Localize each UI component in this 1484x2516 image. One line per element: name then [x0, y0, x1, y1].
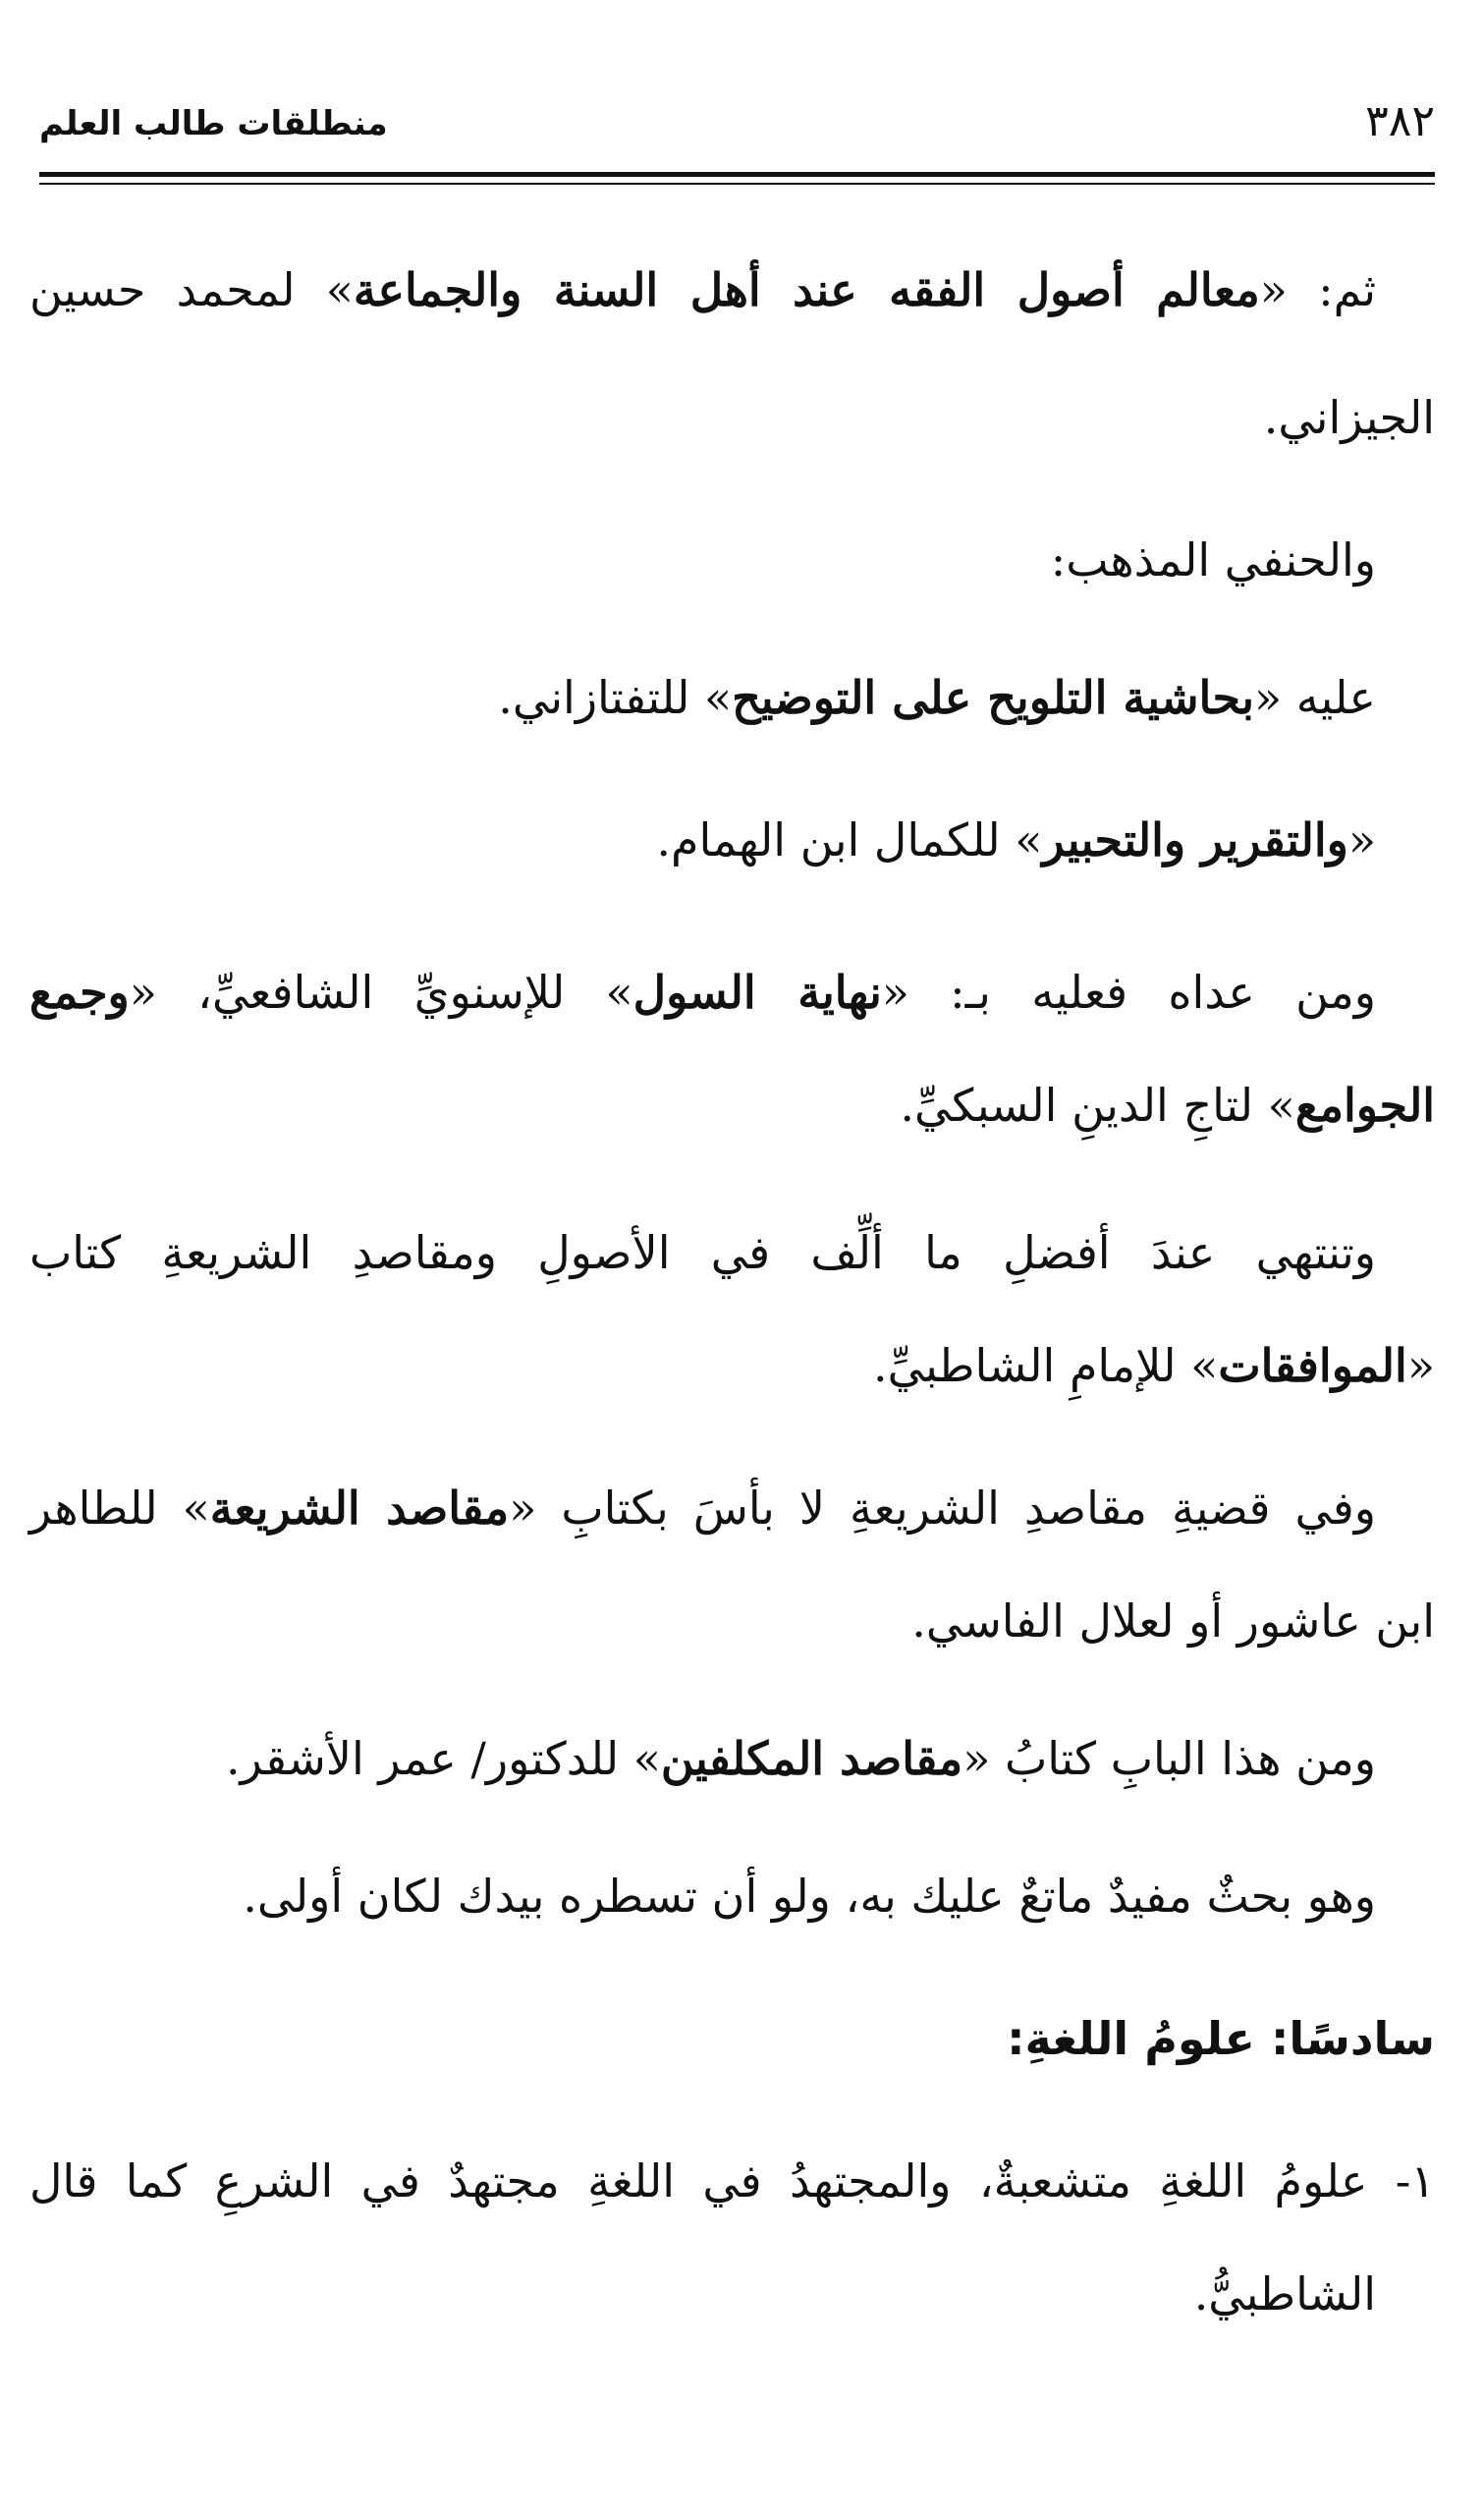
text-run: » لمحمد حسين	[29, 263, 354, 316]
paragraph-line: وهو بحثٌ مفيدٌ ماتعٌ عليك به، ولو أن تسطره بيدك لكان أولى.	[243, 1870, 1376, 1923]
book-title: الجوامع	[1294, 1079, 1435, 1132]
paragraph-line	[29, 1336, 1435, 1395]
book-title: بحاشية التلويح على التوضيح	[732, 671, 1255, 724]
book-title: والتقرير والتحبير	[1042, 813, 1348, 867]
text-run: » لتاجِ الدينِ السبكيِّ.	[900, 1079, 1295, 1132]
paragraph-line	[29, 1729, 1435, 1788]
paragraph-line: والحنفي المذهب:	[1050, 533, 1376, 587]
section-heading: سادسًا: علومُ اللغةِ:	[1007, 2012, 1435, 2065]
paragraph-line	[29, 1076, 1435, 1135]
running-title: منطلقات طالب العلم	[39, 104, 388, 143]
paragraph-line	[29, 1479, 1435, 1538]
paragraph-line	[29, 963, 1435, 1022]
book-title: مقاصد الشريعة	[209, 1482, 510, 1535]
list-item: ١- علومُ اللغةِ متشعبةٌ، والمجتهدُ في اللغةِ مجتهدٌ في الشرعِ كما قال	[29, 2154, 1435, 2208]
book-title: مقاصد المكلفين	[660, 1732, 963, 1785]
paragraph-line: ابن عاشور أو لعلال الفاسي.	[911, 1594, 1435, 1648]
book-title: الموافقات	[1218, 1339, 1407, 1392]
book-title: وجمع	[29, 966, 130, 1019]
text-run: ومن عداه فعليه بـ: «	[881, 966, 1376, 1019]
page-header	[39, 86, 1435, 155]
text-run: » للتفتازاني.	[498, 671, 733, 724]
paragraph-line	[29, 668, 1435, 727]
text-run: » للإمامِ الشاطبيِّ.	[873, 1339, 1219, 1392]
text-run: وفي قضيةِ مقاصدِ الشريعةِ لا بأسَ بكتابِ «	[509, 1482, 1377, 1535]
text-run: » للدكتور/ عمر الأشقر.	[225, 1732, 661, 1785]
header-rule-thin	[39, 183, 1435, 185]
paragraph-line	[29, 260, 1435, 319]
text-run: ثم: «	[1259, 263, 1376, 316]
paragraph-line	[29, 811, 1435, 869]
header-rule-thick	[39, 172, 1435, 177]
text-run: » للإسنويِّ الشافعيِّ، «	[129, 966, 633, 1019]
text-run: «	[1347, 813, 1376, 867]
text-run: » للكمال ابن الهمام.	[656, 813, 1043, 867]
paragraph-line: وتنتهي عندَ أفضلِ ما ألِّف في الأصولِ ومقاصدِ الشريعةِ كتاب	[29, 1226, 1376, 1279]
text-run: عليه «	[1254, 671, 1376, 724]
text-run: » للطاهر	[29, 1482, 210, 1535]
text-run: «	[1406, 1339, 1435, 1392]
book-title: نهاية السول	[632, 966, 882, 1019]
page-number: ٣٨٢	[1365, 96, 1435, 146]
paragraph-line: الشاطبيُّ.	[1193, 2267, 1376, 2320]
book-title: معالم أصول الفقه عند أهل السنة والجماعة	[353, 263, 1260, 316]
paragraph-line: الجيزاني.	[1263, 391, 1435, 444]
text-run: ومن هذا البابِ كتابُ «	[962, 1732, 1376, 1785]
